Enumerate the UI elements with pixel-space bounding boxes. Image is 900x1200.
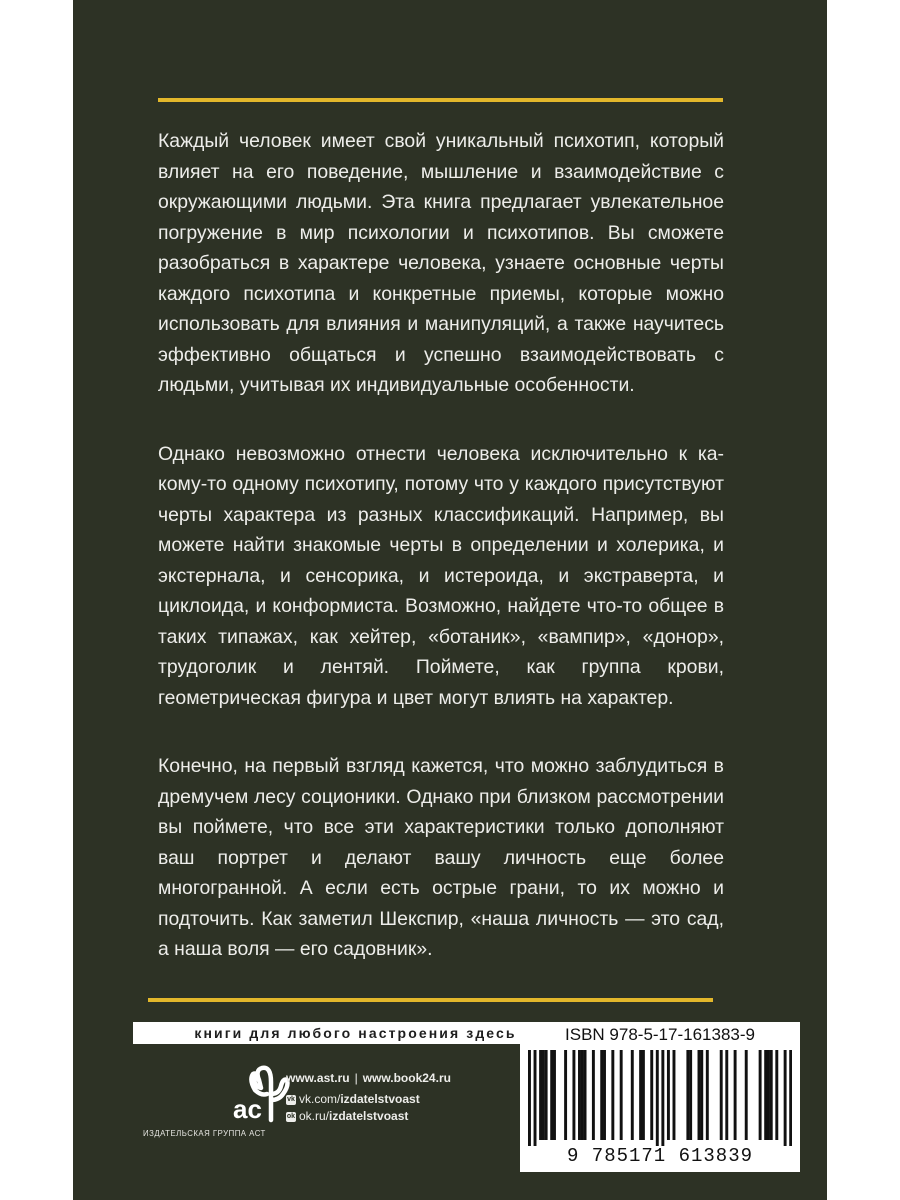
barcode-bar — [545, 1050, 548, 1140]
barcode-bar — [698, 1050, 701, 1140]
barcode-bar — [631, 1050, 634, 1140]
tagline-banner: книги для любого настроения здесь — [133, 1022, 578, 1044]
isbn-barcode-box — [520, 1022, 800, 1172]
barcode-bar — [650, 1050, 653, 1140]
barcode-bar — [720, 1050, 723, 1140]
barcode-bar — [603, 1050, 606, 1140]
blurb-paragraph-3: Конечно, на первый взгляд кажется, что можно заблудиться в дремучем лесу соционики. Однако при близком рассмотрении вы поймете, что все эти характеристики только дополняют ваш портрет и делают вашу личность еще более многогранной. А если есть острые грани, то их можно и подточить. Как заметил Шекспир, «наша личность — это сад, а наша воля — его садовник». — [158, 755, 724, 960]
book-back-cover — [73, 0, 827, 1200]
vk-row[interactable] — [286, 1091, 451, 1108]
barcode-bar — [734, 1050, 737, 1140]
barcode-bar — [564, 1050, 567, 1140]
barcode-bar — [673, 1050, 676, 1140]
website-link-book24[interactable]: www.book24.ru — [362, 1071, 451, 1085]
barcode-bar — [642, 1050, 645, 1140]
barcode-icon — [528, 1050, 792, 1146]
barcode-bar — [539, 1050, 542, 1140]
barcode-bar — [550, 1050, 553, 1140]
barcode-bar — [784, 1050, 787, 1146]
barcode-bar — [661, 1050, 664, 1146]
website-link-ast[interactable]: www.ast.ru — [286, 1071, 350, 1085]
barcode-bar — [789, 1050, 792, 1146]
barcode-bar — [592, 1050, 595, 1140]
barcode-bar — [689, 1050, 692, 1140]
barcode-bar — [745, 1050, 748, 1140]
publisher-name: ИЗДАТЕЛЬСКАЯ ГРУППА АСТ — [143, 1129, 266, 1138]
barcode-bar — [639, 1050, 642, 1140]
barcode-bar — [528, 1050, 531, 1146]
websites-row — [286, 1070, 451, 1087]
blurb-paragraph-2: Однако невозможно отнести человека исключительно к какому-то одному психотипу, потому что у каждого присутствуют черты характера из разных классификаций. Например, вы можете найти знакомые черты в определении и холерика, и экстернала, и сенсорика, и истероида, и экстраверта, и циклоида, и конформиста. Возможно, найдете что-то общее в таких типажах, как хейтер, «ботаник», «вампир», «донор», трудоголик и лентяй. Поймете, как группа крови, геометрическая фигура и цвет могут влиять на характер. — [158, 442, 724, 709]
blurb-paragraph-1: Каждый человек имеет свой уникальный психотип, который влияет на его поведение, мышление и взаимодействие с окружающими людьми. Эта книга предлагает увлекательное погружение в мир психологии и психотипов. Вы сможете разобраться в характере человека, узнаете основные черты каждого психотипа и конкретные приемы, которые можно использовать для влияния и манипуляций, а также научитесь эффективно общаться и успешно взаимодействовать с людьми, учитывая их индивидуальные особенности. — [158, 130, 724, 396]
top-accent-rule — [158, 98, 723, 102]
barcode-bar — [578, 1050, 581, 1140]
barcode-bar — [706, 1050, 709, 1140]
barcode-bar — [759, 1050, 762, 1140]
barcode-bar — [667, 1050, 670, 1140]
isbn-label: ISBN 978-5-17-161383-9 — [565, 1025, 755, 1044]
barcode-bar — [767, 1050, 770, 1140]
ok-icon: ok — [286, 1112, 296, 1120]
barcode-bar — [611, 1050, 614, 1140]
barcode-bar — [775, 1050, 778, 1140]
barcode-digits: 9 785171 613839 — [566, 1145, 754, 1167]
barcode-bar — [770, 1050, 773, 1140]
ast-logo-icon — [231, 1060, 293, 1124]
svg-text:ac: ac — [233, 1094, 262, 1124]
blurb-text — [158, 126, 724, 965]
publisher-links — [286, 1070, 451, 1125]
barcode-bar — [542, 1050, 545, 1140]
vk-handle: izdatelstvoast — [340, 1092, 420, 1106]
barcode-bar — [584, 1050, 587, 1140]
barcode-bar — [553, 1050, 556, 1140]
barcode-bar — [686, 1050, 689, 1140]
barcode-bar — [581, 1050, 584, 1140]
barcode-bar — [620, 1050, 623, 1140]
vk-prefix: vk.com/ — [299, 1092, 341, 1106]
barcode-bar — [572, 1050, 575, 1140]
barcode-bar — [700, 1050, 703, 1140]
barcode-bar — [764, 1050, 767, 1140]
barcode-bar — [725, 1050, 728, 1140]
ok-handle: izdatelstvoast — [329, 1109, 409, 1123]
barcode-bar — [656, 1050, 659, 1146]
ok-prefix: ok.ru/ — [299, 1109, 330, 1123]
vk-icon: vk — [287, 1095, 295, 1103]
link-separator: | — [354, 1071, 358, 1085]
barcode-bar — [534, 1050, 537, 1146]
bottom-accent-rule — [148, 998, 713, 1002]
ok-row[interactable] — [286, 1108, 451, 1125]
barcode-bar — [600, 1050, 603, 1140]
